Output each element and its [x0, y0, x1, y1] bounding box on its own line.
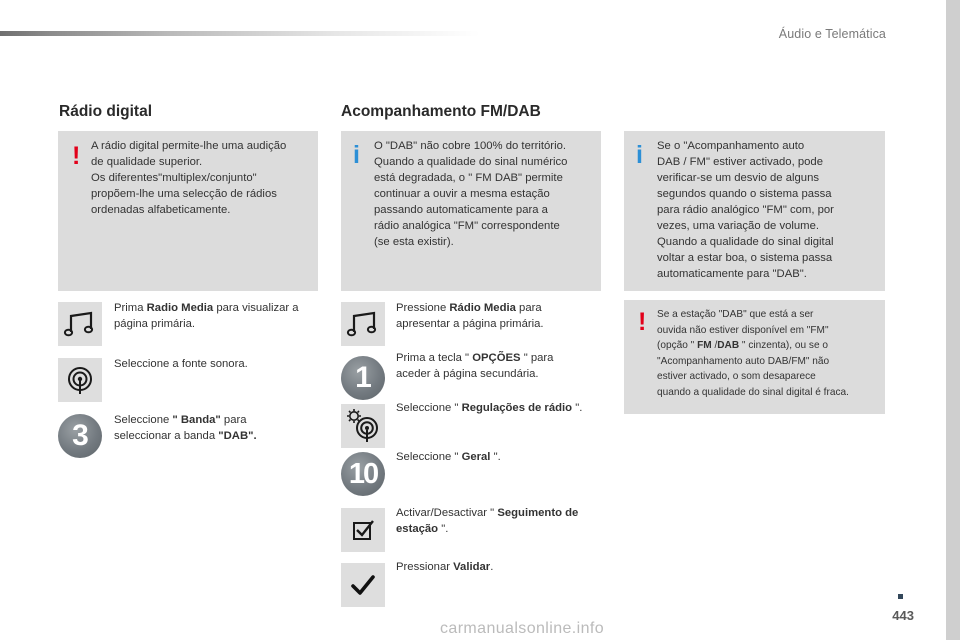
- checkmark-icon: [341, 563, 385, 607]
- info-note-dab-coverage: [341, 131, 601, 291]
- page-number: 443: [892, 608, 914, 623]
- note-text: O "DAB" não cobre 100% do território. Quando a qualidade do sinal numérico está degradada, o " FM DAB" permite continuar a ouvir a mesma estação passando automaticamente para a rádio analógica "FM" correspondente (se esta existir).: [374, 140, 568, 248]
- step-number-10: 10: [341, 452, 385, 496]
- step-number-3: 3: [58, 414, 102, 458]
- music-note-icon: [58, 302, 102, 346]
- section-title-radio-digital: Rádio digital: [59, 103, 152, 120]
- radio-antenna-icon: [58, 358, 102, 402]
- step-text-left-2: Seleccione a fonte sonora.: [114, 358, 248, 370]
- checkbox-checked-icon: [341, 508, 385, 552]
- warning-note-digital-radio: [58, 131, 318, 291]
- step-text-left-1: Prima Radio Media para visualizar a página primária.: [114, 302, 299, 330]
- step-text-mid-1: Pressione Rádio Media para apresentar a página primária.: [396, 302, 544, 330]
- step-text-mid-3: Seleccione " Regulações de rádio ".: [396, 402, 583, 414]
- info-mark-icon: i: [636, 141, 643, 169]
- info-mark-icon: i: [353, 141, 360, 169]
- info-note-auto-dab-fm: [624, 131, 885, 291]
- chapter-title: Áudio e Telemática: [778, 27, 886, 41]
- radio-settings-icon: [341, 404, 385, 448]
- warning-note-station-unavailable: [624, 300, 885, 414]
- step-text-mid-2: Prima a tecla " OPÇÕES " para aceder à página secundária.: [396, 352, 554, 380]
- page-edge-bar: [946, 0, 960, 640]
- page-marker: [898, 594, 903, 599]
- note-text: A rádio digital permite-lhe uma audição de qualidade superior. Os diferentes"multiplex/conjunto" propõem-lhe uma selecção de rádios ordenadas alfabeticamente.: [91, 140, 287, 216]
- step-text-left-3: Seleccione " Banda" para seleccionar a banda "DAB".: [114, 414, 257, 442]
- music-note-icon: [341, 302, 385, 346]
- warning-mark-icon: !: [638, 308, 647, 336]
- note-text: Se o "Acompanhamento auto DAB / FM" estiver activado, pode verificar-se um desvio de alguns segundos quando o sistema passa para rádio analógico "FM" com, por vezes, uma variação de volume. Quando a qualidade do sinal digital voltar a estar boa, o sistema passa automaticamente para "DAB".: [657, 140, 834, 280]
- note-text: Se a estação "DAB" que está a ser ouvida não estiver disponível em "FM" (opção " FM /DAB " cinzenta), ou se o "Acompanhamento auto DAB/FM" não estiver activado, o som desaparece quando a qualidade do sinal digital é fraca.: [657, 309, 849, 398]
- section-title-fm-dab: Acompanhamento FM/DAB: [341, 103, 541, 120]
- step-text-mid-4: Seleccione " Geral ".: [396, 451, 501, 463]
- step-text-mid-6: Pressionar Validar.: [396, 561, 494, 573]
- step-number-1: 1: [341, 356, 385, 400]
- header-gradient-bar: [0, 31, 480, 36]
- step-text-mid-5: Activar/Desactivar " Seguimento de estação ".: [396, 507, 579, 535]
- warning-mark-icon: !: [72, 142, 81, 170]
- watermark: carmanualsonline.info: [440, 620, 605, 637]
